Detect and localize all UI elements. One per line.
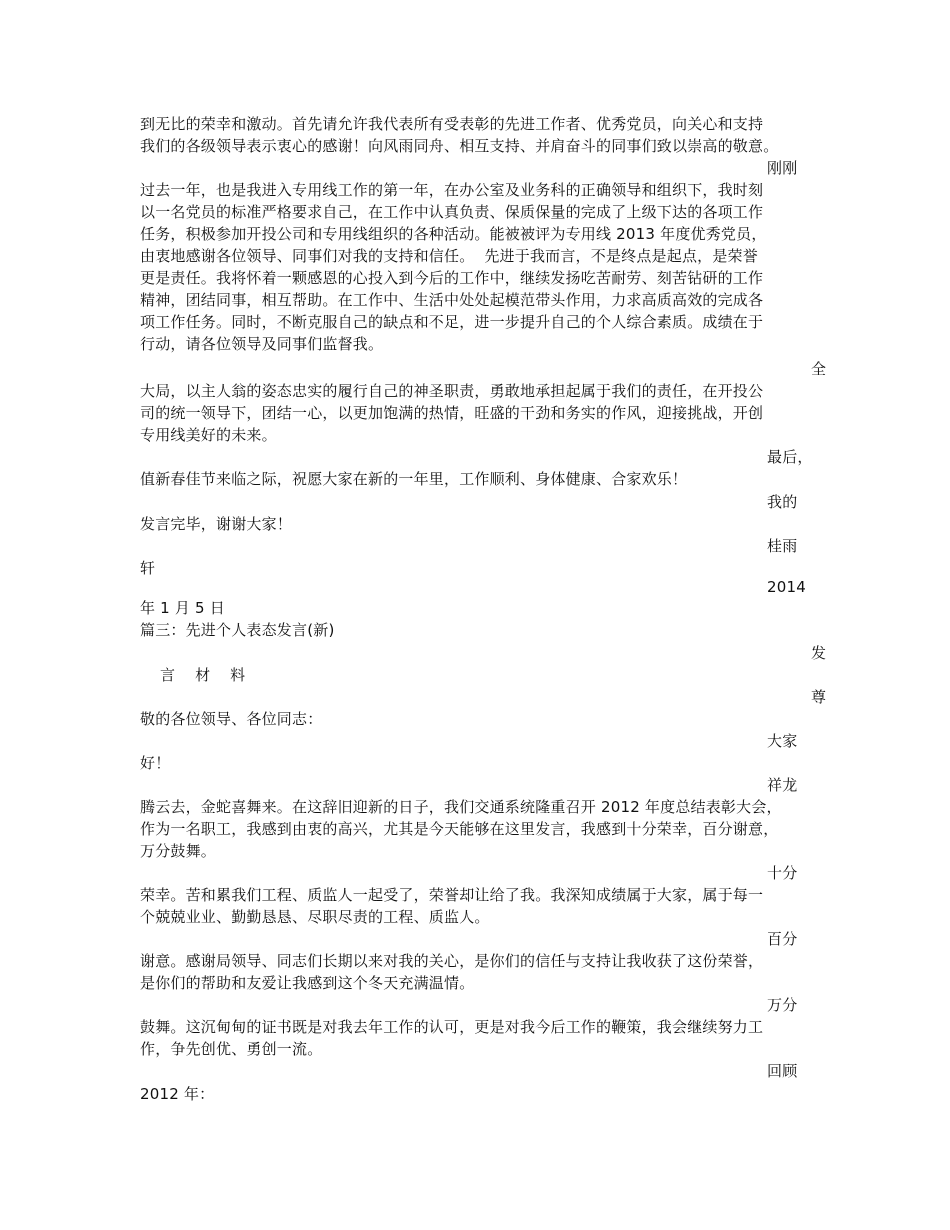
- text-line: 值新春佳节来临之际，祝愿大家在新的一年里，工作顺利、身体健康、合家欢乐！: [140, 470, 688, 488]
- text-line: 我的: [767, 493, 798, 511]
- text-line: 作，争先创优、勇创一流。: [140, 1040, 323, 1058]
- text-line: 敬的各位领导、各位同志：: [140, 710, 323, 728]
- section-heading: 篇三：先进个人表态发言(新): [140, 621, 335, 639]
- text-line: 百分: [767, 930, 798, 948]
- text-line: 万分: [767, 996, 798, 1014]
- text-line: 鼓舞。这沉甸甸的证书既是对我去年工作的认可，更是对我今后工作的鞭策，我会继续努力工: [140, 1018, 764, 1036]
- text-line: 由衷地感谢各位领导、同事们对我的支持和信任。 先进于我而言，不是终点是起点，是荣誉: [140, 247, 758, 265]
- text-line: 大家: [767, 732, 798, 750]
- text-line: 个兢兢业业、勤勤恳恳、尽职尽责的工程、质监人。: [140, 908, 490, 926]
- section-subheading: 言 材 料: [160, 666, 246, 684]
- text-line: 好！: [140, 754, 171, 772]
- text-line: 2014: [767, 578, 806, 596]
- text-line: 任务，积极参加开投公司和专用线组织的各种活动。能被被评为专用线 2013 年度优秀党员，: [140, 225, 767, 243]
- text-line: 万分鼓舞。: [140, 842, 217, 860]
- text-line: 更是责任。我将怀着一颗感恩的心投入到今后的工作中，继续发扬吃苦耐劳、刻苦钻研的工作: [140, 269, 764, 287]
- text-line: 回顾: [767, 1062, 798, 1080]
- text-line: 2012 年：: [140, 1085, 215, 1103]
- text-line: 最后，: [767, 448, 813, 466]
- text-line: 司的统一领导下，团结一心，以更加饱满的热情，旺盛的干劲和务实的作风，迎接挑战，开创: [140, 404, 764, 422]
- text-line: 以一名党员的标准严格要求自己，在工作中认真负责、保质保量的完成了上级下达的各项工作: [140, 203, 764, 221]
- text-line: 全: [811, 360, 827, 378]
- text-line: 作为一名职工，我感到由衷的高兴，尤其是今天能够在这里发言，我感到十分荣幸，百分谢意，: [140, 820, 779, 838]
- text-line: 项工作任务。同时，不断克服自己的缺点和不足，进一步提升自己的个人综合素质。成绩在于: [140, 313, 764, 331]
- text-line: 发言完毕，谢谢大家！: [140, 515, 293, 533]
- text-line: 轩: [140, 559, 156, 577]
- text-line: 专用线美好的未来。: [140, 426, 277, 444]
- text-line: 荣幸。苦和累我们工程、质监人一起受了，荣誉却让给了我。我深知成绩属于大家，属于每一: [140, 886, 764, 904]
- text-line: 我们的各级领导表示衷心的感谢！向风雨同舟、相互支持、并肩奋斗的同事们致以崇高的敬意。: [140, 137, 779, 155]
- text-line: 桂雨: [767, 537, 798, 555]
- text-line: 年 1 月 5 日: [140, 599, 225, 617]
- text-line: 谢意。感谢局领导、同志们长期以来对我的关心，是你们的信任与支持让我收获了这份荣誉，: [140, 952, 764, 970]
- text-line: 祥龙: [767, 776, 798, 794]
- text-line: 腾云去，金蛇喜舞来。在这辞旧迎新的日子，我们交通系统隆重召开 2012 年度总结表彰大会，: [140, 798, 782, 816]
- text-line: 行动，请各位领导及同事们监督我。: [140, 335, 384, 353]
- text-line: 是你们的帮助和友爱让我感到这个冬天充满温情。: [140, 974, 475, 992]
- text-line: 到无比的荣幸和激动。首先请允许我代表所有受表彰的先进工作者、优秀党员，向关心和支持: [140, 115, 764, 133]
- text-line: 大局，以主人翁的姿态忠实的履行自己的神圣职责，勇敢地承担起属于我们的责任，在开投公: [140, 382, 764, 400]
- text-line: 尊: [811, 688, 827, 706]
- text-line: 十分: [767, 864, 798, 882]
- text-line: 精神，团结同事，相互帮助。在工作中、生活中处处起模范带头作用，力求高质高效的完成各: [140, 291, 764, 309]
- text-line: 刚刚: [767, 159, 798, 177]
- text-line: 过去一年，也是我进入专用线工作的第一年，在办公室及业务科的正确领导和组织下，我时刻: [140, 181, 764, 199]
- text-line: 发: [811, 644, 827, 662]
